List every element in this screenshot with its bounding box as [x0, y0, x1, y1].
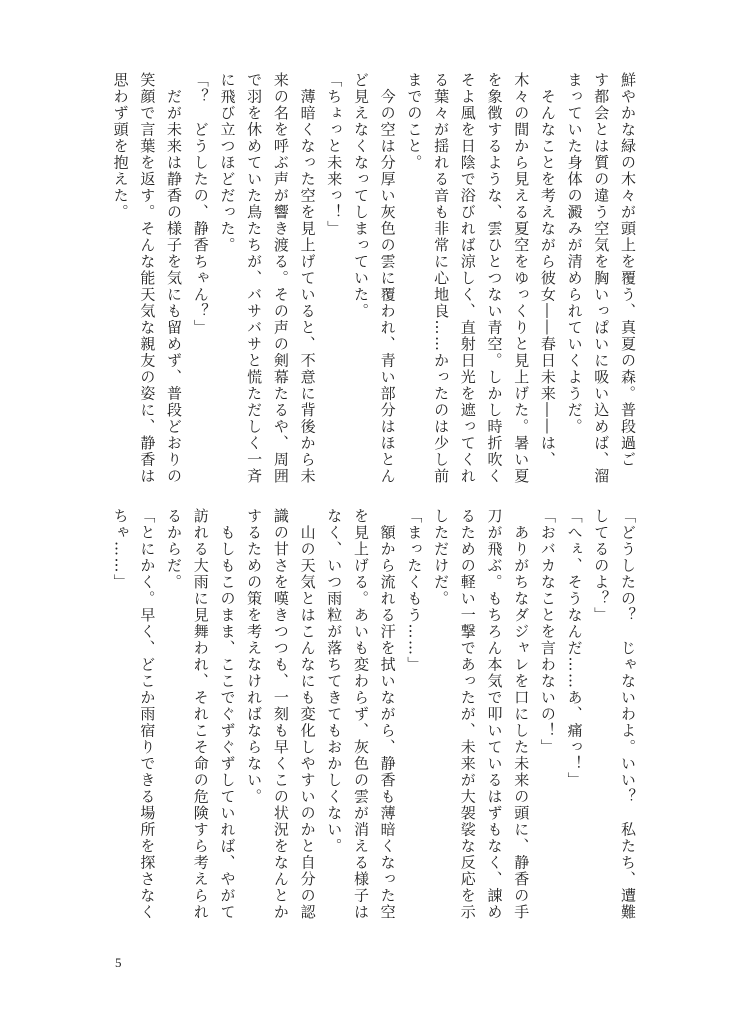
- text-line: 識の甘さを嘆きつつも、一刻も早くこの状況をなんとか: [271, 508, 290, 921]
- text-line: 鮮やかな緑の木々が頭上を覆う、真夏の森。普段過ご: [619, 72, 637, 468]
- text-block-top: [107, 72, 641, 485]
- text-line: ちゃ……」: [111, 508, 130, 591]
- text-block-bottom: [107, 508, 641, 921]
- text-line: 笑顔で言葉を返す。そんな能天気な親友の姿に、静香は: [138, 72, 157, 485]
- text-line: るための軽い一撃であったが、未来が大袈裟な反応を示: [458, 508, 477, 921]
- text-line: 刀が飛ぶ。もちろん本気で叩いているはずもなく、諌め: [485, 508, 504, 921]
- text-line: そんなことを考えながら彼女――春日未来――は、: [538, 72, 557, 468]
- text-line: もしもこのまま、ここでぐずぐずしていれば、やがて: [218, 508, 237, 921]
- text-line: を見上げる。あいも変わらず、灰色の雲が消える様子は: [351, 508, 370, 921]
- text-line: 「？ どうしたの、静香ちゃん？」: [191, 72, 210, 336]
- text-line: で羽を休めていた鳥たちが、バサバサと慌ただしく一斉: [245, 72, 264, 485]
- text-line: 「まったくもう……」: [405, 508, 424, 673]
- text-line: を象徴するような、雲ひとつない青空。しかし時折吹く: [485, 72, 504, 485]
- text-line: 薄暗くなった空を見上げていると、不意に背後から未: [298, 72, 317, 485]
- text-line: だが未来は静香の様子を気にも留めず、普段どおりの: [165, 72, 184, 485]
- page-number: 5: [115, 955, 122, 970]
- text-line: 今の空は分厚い灰色の雲に覆われ、青い部分はほとん: [378, 72, 397, 485]
- text-line: そよ風を日陰で浴びれば涼しく、直射日光を遮ってくれ: [458, 72, 477, 485]
- text-line: までのこと。: [405, 72, 424, 171]
- text-line: するための策を考えなければならない。: [245, 508, 264, 805]
- text-line: 思わず頭を抱えた。: [111, 72, 130, 221]
- text-line: なく、いつ雨粒が落ちてきてもおかしくない。: [325, 508, 344, 855]
- text-line: 「おバカなことを言わないの！」: [538, 508, 557, 756]
- text-line: 額から流れる汗を拭いながら、静香も薄暗くなった空: [378, 508, 397, 921]
- text-line: 訪れる大雨に見舞われ、それこそ命の危険すら考えられ: [191, 508, 210, 921]
- text-line: 「へぇ、そうなんだ……あ、痛っ！」: [565, 508, 584, 789]
- text-line: る葉々が揺れる音も非常に心地良……かったのは少し前: [432, 72, 451, 485]
- text-line: 来の名を呼ぶ声が響き渡る。その声の剣幕たるや、周囲: [271, 72, 290, 485]
- text-line: ど見えなくなってしまっていた。: [351, 72, 370, 320]
- text-line: 「どうしたの？ じゃないわよ。いい？ 私たち、遭難: [619, 508, 637, 921]
- text-line: 木々の間から見える夏空をゆっくりと見上げた。暑い夏: [512, 72, 531, 485]
- text-line: してるのよ？」: [592, 508, 611, 624]
- text-line: 「ちょっと未来っ！」: [325, 72, 344, 237]
- text-line: まっていた身体の澱みが清められていくようだ。: [565, 72, 584, 435]
- text-line: 山の天気とはこんなにも変化しやすいのかと自分の認: [298, 508, 317, 921]
- text-line: に飛び立つほどだった。: [218, 72, 237, 254]
- text-line: るからだ。: [165, 508, 184, 591]
- text-line: す都会とは質の違う空気を胸いっぱいに吸い込めば、溜: [592, 72, 611, 485]
- text-line: ありがちなダジャレを口にした未来の頭に、静香の手: [512, 508, 531, 921]
- text-line: しただけだ。: [432, 508, 451, 607]
- text-line: 「とにかく。早く、どこか雨宿りできる場所を探さなく: [138, 508, 157, 921]
